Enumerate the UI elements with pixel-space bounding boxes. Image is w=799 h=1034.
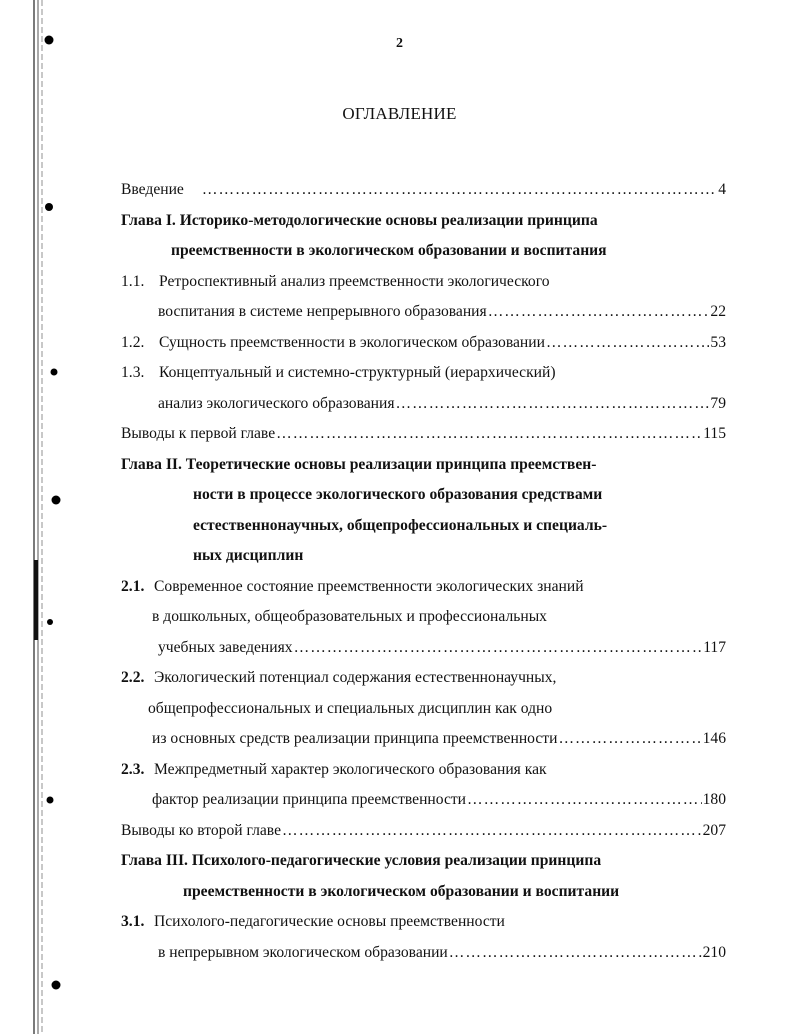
chapter-title-line: ности в процессе экологического образования средствами bbox=[193, 486, 603, 503]
toc-entry-2-1-cont bbox=[121, 602, 726, 633]
section-title: из основных средств реализации принципа преемственности bbox=[152, 730, 558, 747]
dot-leader bbox=[294, 633, 703, 664]
chapter-title-line: Глава I. Историко-методологические основы реализации принципа bbox=[121, 211, 598, 229]
chapter-title-line: ных дисциплин bbox=[193, 547, 304, 564]
toc-entry-conclusions-1[interactable] bbox=[121, 419, 726, 450]
toc-chapter-1-title[interactable] bbox=[121, 206, 726, 237]
section-number: 2.1. bbox=[121, 577, 145, 595]
dot-leader bbox=[202, 175, 717, 206]
toc-title: ОГЛАВЛЕНИЕ bbox=[342, 104, 457, 123]
table-of-contents bbox=[121, 175, 726, 968]
toc-chapter-2-title-cont bbox=[121, 511, 726, 542]
toc-entry-3-1-cont bbox=[121, 938, 726, 969]
dot-leader bbox=[449, 938, 702, 969]
toc-entry-2-2-cont bbox=[121, 724, 726, 755]
dot-leader bbox=[546, 328, 709, 359]
toc-entry-2-2-cont bbox=[121, 694, 726, 725]
section-title: Ретроспективный анализ преемственности экологического bbox=[159, 272, 550, 290]
toc-entry-label: Выводы к первой главе bbox=[121, 425, 276, 442]
dot-leader bbox=[276, 419, 702, 450]
toc-entry-1-1-cont bbox=[121, 297, 726, 328]
toc-entry-1-3-cont bbox=[121, 389, 726, 420]
page-number: 2 bbox=[396, 36, 403, 51]
dot-leader bbox=[396, 389, 710, 420]
section-title: Современное состояние преемственности экологических знаний bbox=[154, 577, 584, 595]
section-title: воспитания в системе непрерывного образования bbox=[158, 303, 487, 320]
toc-page-number: 4 bbox=[718, 181, 726, 198]
toc-chapter-2-title-cont bbox=[121, 480, 726, 511]
section-number: 1.2. bbox=[121, 333, 145, 351]
toc-page-number: 117 bbox=[703, 638, 726, 656]
section-number: 1.3. bbox=[121, 364, 145, 381]
section-title: Экологический потенциал содержания естественнонаучных, bbox=[154, 669, 557, 686]
scan-binding-edge bbox=[0, 0, 70, 1034]
toc-entry-intro[interactable] bbox=[121, 175, 726, 206]
toc-entry-2-2[interactable] bbox=[121, 663, 726, 694]
section-title: Межпредметный характер экологического образования как bbox=[154, 760, 547, 778]
toc-page-number: 180 bbox=[702, 791, 726, 808]
toc-page-number: 210 bbox=[702, 943, 726, 961]
chapter-title-line: преемственности в экологическом образовании и воспитании bbox=[183, 882, 620, 900]
section-number: 3.1. bbox=[121, 913, 145, 930]
section-title: учебных заведениях bbox=[158, 638, 293, 656]
section-title: в непрерывном экологическом образовании bbox=[158, 943, 448, 961]
toc-page-number: 207 bbox=[702, 821, 726, 839]
section-number: 2.3. bbox=[121, 760, 145, 778]
toc-entry-2-1[interactable] bbox=[121, 572, 726, 603]
section-title: общепрофессиональных и специальных дисциплин как одно bbox=[148, 699, 553, 717]
toc-entry-1-1[interactable] bbox=[121, 267, 726, 298]
chapter-title-line: преемственности в экологическом образовании и воспитания bbox=[171, 242, 607, 259]
toc-page-number: 115 bbox=[703, 425, 726, 442]
dot-leader bbox=[282, 816, 702, 847]
section-title: Концептуальный и системно-структурный (иерархический) bbox=[159, 364, 556, 381]
section-title: в дошкольных, общеобразовательных и профессиональных bbox=[152, 608, 547, 625]
toc-entry-2-1-cont bbox=[121, 633, 726, 664]
section-number: 1.1. bbox=[121, 272, 145, 290]
toc-entry-label: Выводы ко второй главе bbox=[121, 821, 281, 839]
toc-entry-label: Введение bbox=[121, 181, 184, 198]
toc-page-number: 53 bbox=[710, 333, 726, 351]
section-title: анализ экологического образования bbox=[158, 394, 395, 412]
toc-chapter-3-title-cont bbox=[121, 877, 726, 908]
toc-chapter-3-title[interactable] bbox=[121, 846, 726, 877]
toc-chapter-2-title[interactable] bbox=[121, 450, 726, 481]
toc-page-number: 79 bbox=[710, 394, 726, 412]
dot-leader bbox=[558, 724, 701, 755]
section-title: фактор реализации принципа преемственности bbox=[152, 791, 467, 808]
toc-chapter-2-title-cont bbox=[121, 541, 726, 572]
dot-leader bbox=[467, 785, 702, 816]
toc-entry-3-1[interactable] bbox=[121, 907, 726, 938]
dot-leader bbox=[488, 297, 710, 328]
toc-entry-2-3-cont bbox=[121, 785, 726, 816]
chapter-title-line: Глава III. Психолого-педагогические условия реализации принципа bbox=[121, 852, 602, 869]
toc-page-number: 22 bbox=[710, 303, 726, 320]
section-number: 2.2. bbox=[121, 669, 145, 686]
chapter-title-line: Глава II. Теоретические основы реализации принципа преемствен- bbox=[121, 455, 597, 473]
section-title: Сущность преемственности в экологическом образовании bbox=[159, 333, 545, 351]
toc-page-number: 146 bbox=[702, 730, 726, 747]
section-title: Психолого-педагогические основы преемственности bbox=[154, 913, 505, 930]
toc-entry-conclusions-2[interactable] bbox=[121, 816, 726, 847]
toc-chapter-1-title-cont bbox=[121, 236, 726, 267]
toc-entry-1-2[interactable] bbox=[121, 328, 726, 359]
toc-entry-2-3[interactable] bbox=[121, 755, 726, 786]
toc-entry-1-3[interactable] bbox=[121, 358, 726, 389]
chapter-title-line: естественнонаучных, общепрофессиональных и специаль- bbox=[193, 516, 608, 534]
